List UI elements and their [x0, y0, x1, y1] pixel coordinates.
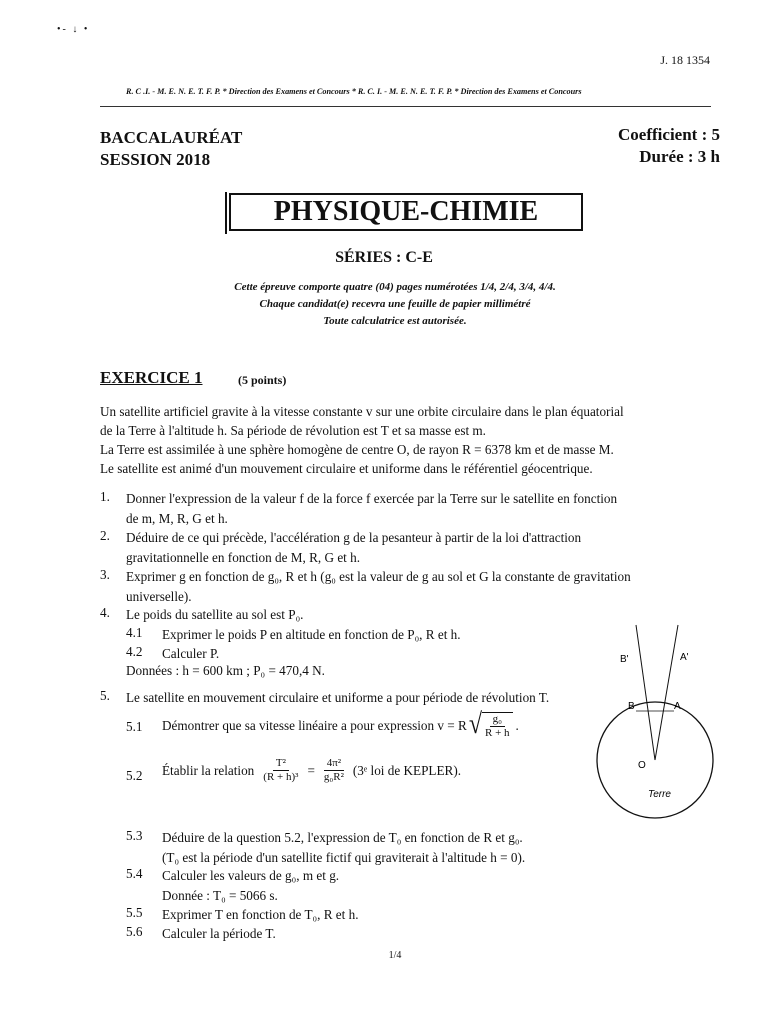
subquestion-number: 5.3	[126, 828, 143, 843]
question-number: 2.	[100, 528, 110, 543]
label-b-prime: B'	[620, 654, 629, 665]
kepler-law-label: (3ᵉ loi de KEPLER).	[352, 762, 462, 778]
scan-marks: •- ↓ •	[57, 24, 90, 35]
subquestion-5-1: Démontrer que sa vitesse linéaire a pour expression v = R √ $\frac{\text{g₀}}{R + h}$ .	[162, 709, 519, 741]
equals-sign: =	[307, 762, 315, 778]
subquestion-number: 5.2	[126, 768, 143, 783]
earth-satellite-diagram	[588, 620, 728, 820]
kepler-left-numerator: T²	[273, 757, 289, 771]
subquestion-number: 4.1	[126, 625, 143, 640]
question-1	[126, 489, 716, 528]
subquestion-number: 5.4	[126, 866, 143, 881]
intro-line-2: de la Terre à l'altitude h. Sa période de révolution est T et sa masse est m.	[100, 423, 486, 438]
subquestion-number: 5.1	[126, 719, 143, 734]
subquestion-5-4-line-1: Calculer les valeurs de g₀, m et g.	[162, 868, 340, 883]
question-1-line-1: Donner l'expression de la valeur f de la force f exercée par la Terre sur le satellite en fonction	[126, 491, 618, 506]
subquestion-5-3-line-1: Déduire de la question 5.2, l'expression de T₀ en fonction de R et g₀.	[162, 830, 523, 845]
subject-title: PHYSIQUE-CHIMIE	[229, 193, 583, 231]
label-a: A	[674, 701, 681, 712]
radical-sign: √	[468, 709, 482, 741]
subquestion-5-3	[162, 828, 525, 867]
radical-fraction	[482, 712, 513, 740]
kepler-fraction-right	[321, 757, 347, 784]
instruction-pages: Cette épreuve comporte quatre (04) pages numérotées 1/4, 2/4, 3/4, 4/4.	[234, 281, 556, 293]
exam-meta	[618, 124, 720, 168]
subquestion-5-6: Calculer la période T.	[162, 926, 276, 941]
header-rule	[100, 106, 711, 107]
question-3-line-1: Exprimer g en fonction de g₀, R et h (g₀ est la valeur de g au sol et G la constante de gravitation	[126, 569, 631, 584]
page-number: 1/4	[388, 950, 402, 961]
kepler-right-denominator: g₀R²	[323, 771, 344, 783]
exercise-points: (5 points)	[238, 373, 287, 387]
radical-denominator: R + h	[484, 727, 510, 739]
series-label: SÉRIES : C-E	[335, 249, 433, 266]
exam-code: J. 18 1354	[660, 53, 710, 67]
label-earth: Terre	[648, 789, 671, 800]
instruction-calculator: Toute calculatrice est autorisée.	[323, 315, 467, 327]
subquestion-5-1-text: Démontrer que sa vitesse linéaire a pour expression v = R	[162, 718, 467, 734]
kepler-right-numerator: 4π²	[324, 757, 344, 771]
question-1-line-2: de m, M, R, G et h.	[126, 510, 228, 526]
instruction-paper: Chaque candidat(e) recevra une feuille de papier millimétré	[259, 298, 531, 310]
question-2-line-1: Déduire de ce qui précède, l'accélération g de la pesanteur à partir de la loi d'attraction	[126, 530, 582, 545]
intro-line-4: Le satellite est animé d'un mouvement circulaire et uniforme dans le référentiel géocentrique.	[100, 461, 593, 476]
kepler-fraction-left	[260, 757, 301, 784]
subquestion-number: 5.5	[126, 905, 143, 920]
exercise-title: EXERCICE 1	[100, 368, 203, 387]
question-number: 5.	[100, 688, 110, 703]
exam-name: BACCALAURÉAT	[100, 128, 243, 147]
kepler-left-denominator: (R + h)³	[263, 771, 299, 783]
data-values-q4: Données : h = 600 km ; P₀ = 470,4 N.	[126, 663, 325, 678]
question-3-line-2: universelle).	[126, 588, 192, 604]
intro-line-1: Un satellite artificiel gravite à la vitesse constante v sur une orbite circulaire dans le plan équatorial	[100, 404, 624, 419]
question-number: 4.	[100, 605, 110, 620]
subquestion-4-2: Calculer P.	[162, 646, 220, 661]
ray-oa-prime	[655, 625, 678, 760]
radical-numerator: g₀	[490, 713, 505, 727]
subquestion-number: 4.2	[126, 644, 143, 659]
question-number: 1.	[100, 489, 110, 504]
label-b: B	[628, 701, 635, 712]
ray-ob-prime	[636, 625, 655, 760]
label-a-prime: A'	[680, 652, 689, 663]
subquestion-5-4	[162, 866, 339, 905]
label-o: O	[638, 760, 646, 771]
subquestion-5-2-text: Établir la relation	[162, 762, 255, 778]
question-number: 3.	[100, 567, 110, 582]
duration: Durée : 3 h	[639, 147, 720, 166]
coefficient: Coefficient : 5	[618, 125, 720, 144]
subquestion-5-2	[162, 757, 461, 784]
question-4: Le poids du satellite au sol est P₀.	[126, 607, 304, 622]
subquestion-number: 5.6	[126, 924, 143, 939]
exam-heading	[100, 127, 242, 171]
exam-session: SESSION 2018	[100, 150, 211, 169]
question-2	[126, 528, 716, 567]
intro-line-3: La Terre est assimilée à une sphère homogène de centre O, de rayon R = 6378 km et de masse M.	[100, 442, 614, 457]
subquestion-5-5: Exprimer T en fonction de T₀, R et h.	[162, 907, 359, 922]
question-3	[126, 567, 716, 606]
subquestion-4-1: Exprimer le poids P en altitude en fonction de P₀, R et h.	[162, 627, 461, 642]
ministry-banner: R. C .I. - M. E. N. E. T. F. P. * Direction des Examens et Concours * R. C. I. - M. E. N. E. T. F. P. * Direction des Examens et Concours	[126, 87, 582, 96]
subquestion-5-4-line-2: Donnée : T₀ = 5066 s.	[162, 887, 278, 903]
question-5: Le satellite en mouvement circulaire et uniforme a pour période de révolution T.	[126, 690, 550, 705]
question-2-line-2: gravitationnelle en fonction de M, R, G et h.	[126, 549, 361, 565]
subquestion-5-3-line-2: (T₀ est la période d'un satellite fictif qui graviterait à l'altitude h = 0).	[162, 849, 526, 865]
